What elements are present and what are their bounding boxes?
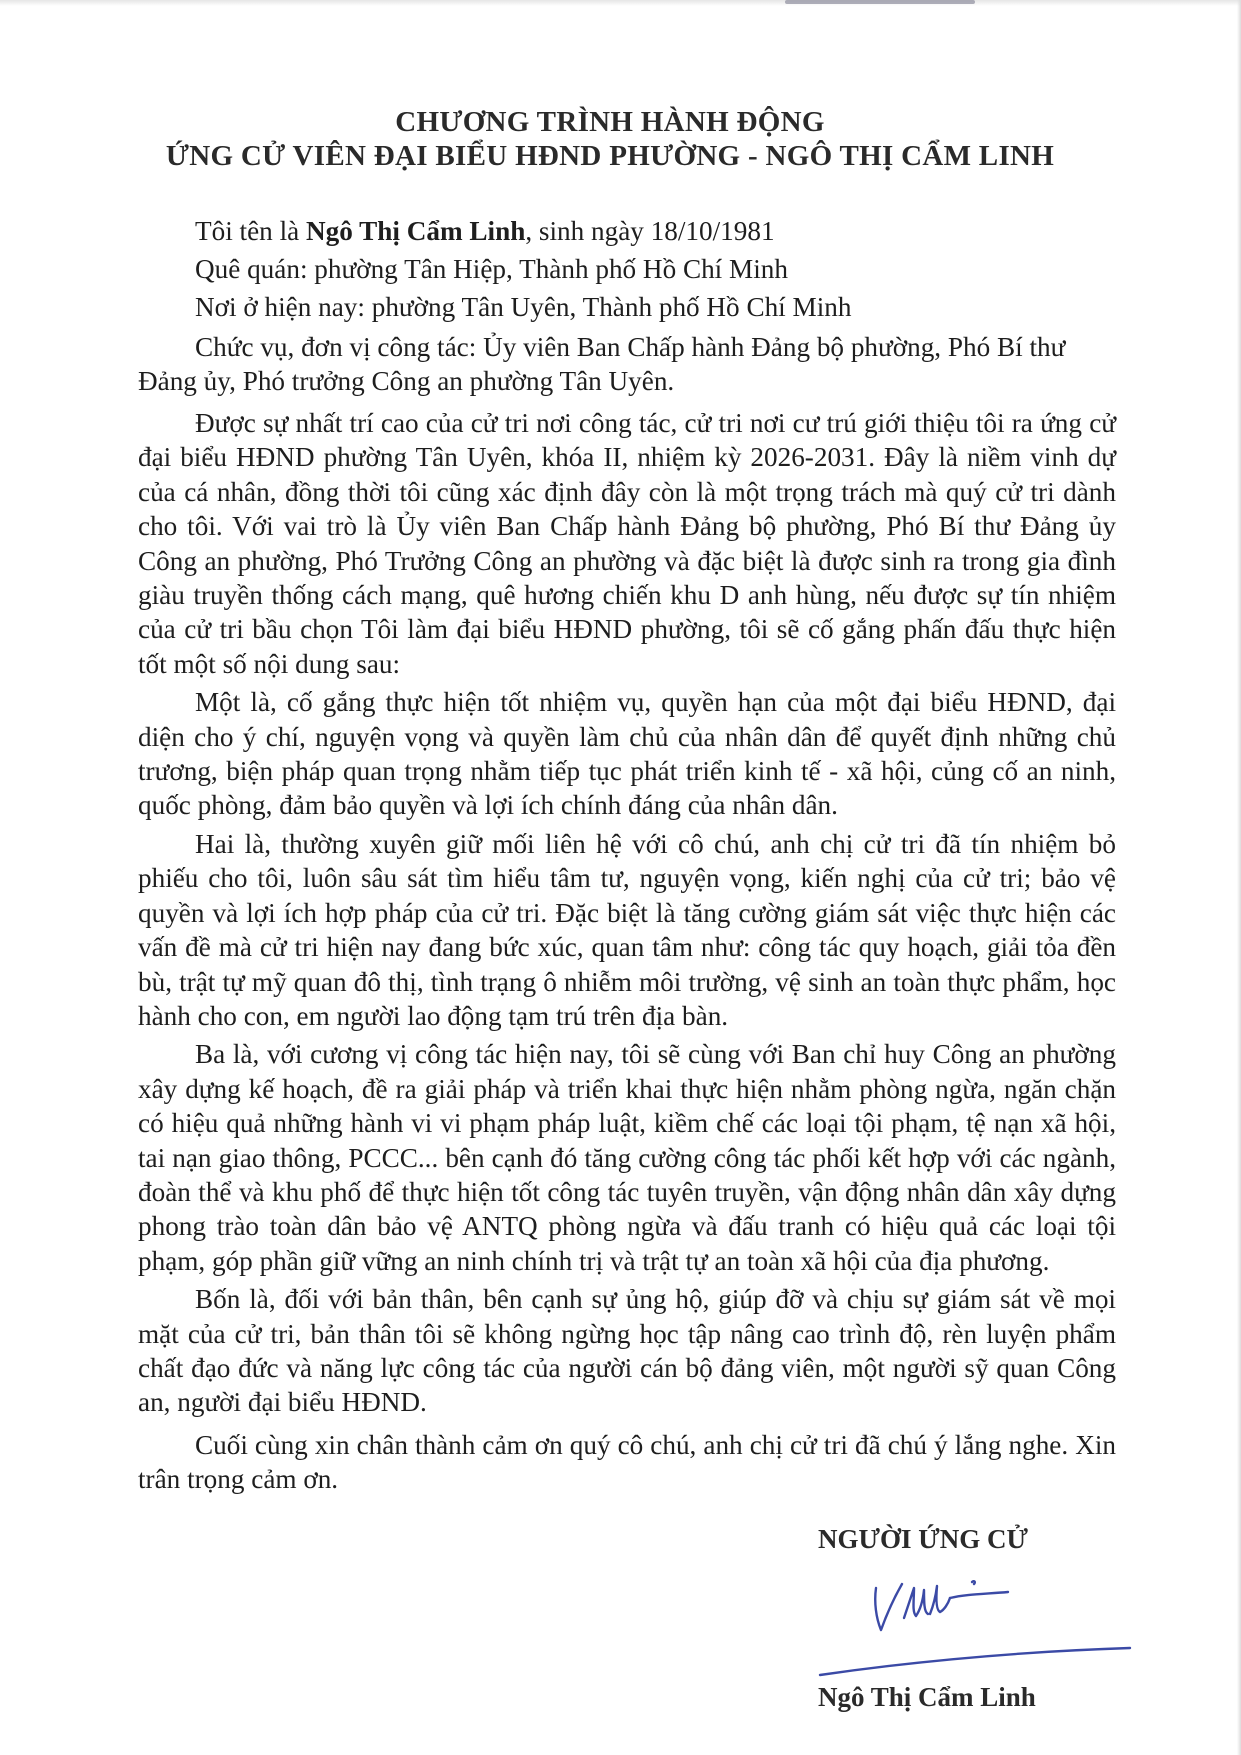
scan-edge-right <box>1237 0 1241 1755</box>
signature-title: NGƯỜI ỨNG CỬ <box>818 1524 1028 1554</box>
document-subtitle: ỨNG CỬ VIÊN ĐẠI BIỂU HĐND PHƯỜNG - NGÔ THỊ CẨM LINH <box>165 140 1055 172</box>
signature-strokes <box>820 1581 1130 1675</box>
handwritten-signature <box>790 1570 1150 1680</box>
document-body <box>138 212 1116 1497</box>
intro-position: Chức vụ, đơn vị công tác: Ủy viên Ban Chấp hành Đảng bộ phường, Phó Bí thư Đảng ủy, Phó trưởng Công an phường Tân Uyên. <box>138 332 1066 396</box>
intro-residence: Nơi ở hiện nay: phường Tân Uyên, Thành phố Hồ Chí Minh <box>195 292 852 322</box>
candidate-name: Ngô Thị Cẩm Linh <box>305 216 526 246</box>
intro-name-prefix: Tôi tên là <box>195 216 306 246</box>
paragraph-four: Bốn là, đối với bản thân, bên cạnh sự ủng hộ, giúp đỡ và chịu sự giám sát về mọi mặt của cử tri, bản thân tôi sẽ không ngừng học tập nâng cao trình độ, rèn luyện phẩm chất đạo đức và năng lực công tác của người cán bộ đảng viên, một người sỹ quan Công an, người đại biểu HĐND. <box>138 1284 1116 1418</box>
intro-name-line <box>138 212 1116 250</box>
scan-mark <box>785 0 975 4</box>
document-title: CHƯƠNG TRÌNH HÀNH ĐỘNG <box>395 106 825 138</box>
signer-name: Ngô Thị Cẩm Linh <box>818 1682 1036 1712</box>
paragraph-two: Hai là, thường xuyên giữ mối liên hệ với cô chú, anh chị cử tri đã tín nhiệm bỏ phiếu cho tôi, luôn sâu sát tìm hiểu tâm tư, nguyện vọng, kiến nghị của cử tri; bảo vệ quyền và lợi ích hợp pháp của cử tri. Đặc biệt là tăng cường giám sát việc thực hiện các vấn đề mà cử tri hiện nay đang bức xúc, quan tâm như: công tác quy hoạch, giải tỏa đền bù, trật tự mỹ quan đô thị, tình trạng ô nhiễm môi trường, vệ sinh an toàn thực phẩm, học hành cho con, em người lao động tạm trú trên địa bàn. <box>138 828 1116 1031</box>
paragraph-closing: Cuối cùng xin chân thành cảm ơn quý cô chú, anh chị cử tri đã chú ý lắng nghe. Xin trân trọng cảm ơn. <box>138 1429 1116 1495</box>
paragraph-introduction: Được sự nhất trí cao của cử tri nơi công tác, cử tri nơi cư trú giới thiệu tôi ra ứng cử đại biểu HĐND phường Tân Uyên, khóa II, nhiệm kỳ 2026-2031. Đây là niềm vinh dự của cá nhân, đồng thời tôi cũng xác định đây còn là một trọng trách mà quý cử tri dành cho tôi. Với vai trò là Ủy viên Ban Chấp hành Đảng bộ phường, Phó Bí thư Đảng ủy Công an phường, Phó Trưởng Công an phường và đặc biệt là được sinh ra trong gia đình giàu truyền thống cách mạng, quê hương chiến khu D anh hùng, nếu được sự tín nhiệm của cử tri bầu chọn Tôi làm đại biểu HĐND phường, tôi sẽ cố gắng phấn đấu thực hiện tốt một số nội dung sau: <box>138 408 1116 679</box>
scan-edge-top <box>0 0 1241 6</box>
intro-hometown: Quê quán: phường Tân Hiệp, Thành phố Hồ Chí Minh <box>195 254 788 284</box>
paragraph-three: Ba là, với cương vị công tác hiện nay, tôi sẽ cùng với Ban chỉ huy Công an phường xây dựng kế hoạch, đề ra giải pháp và triển khai thực hiện nhằm phòng ngừa, ngăn chặn có hiệu quả những hành vi vi phạm pháp luật, kiềm chế các loại tội phạm, tệ nạn xã hội, tai nạn giao thông, PCCC... bên cạnh đó tăng cường công tác phối kết hợp với các ngành, đoàn thể và khu phố để thực hiện tốt công tác tuyên truyền, vận động nhân dân xây dựng phong trào toàn dân bảo vệ ANTQ phòng ngừa và đấu tranh có hiệu quả các loại tội phạm, góp phần giữ vững an ninh chính trị và trật tự an toàn xã hội của địa phương. <box>138 1039 1116 1276</box>
intro-birth-date: , sinh ngày 18/10/1981 <box>525 216 775 246</box>
paragraph-one: Một là, cố gắng thực hiện tốt nhiệm vụ, quyền hạn của một đại biểu HĐND, đại diện cho ý chí, nguyện vọng và quyền làm chủ của nhân dân để quyết định những chủ trương, biện pháp quan trọng nhằm tiếp tục phát triển kinh tế - xã hội, củng cố an ninh, quốc phòng, đảm bảo quyền và lợi ích chính đáng của nhân dân. <box>138 687 1116 821</box>
